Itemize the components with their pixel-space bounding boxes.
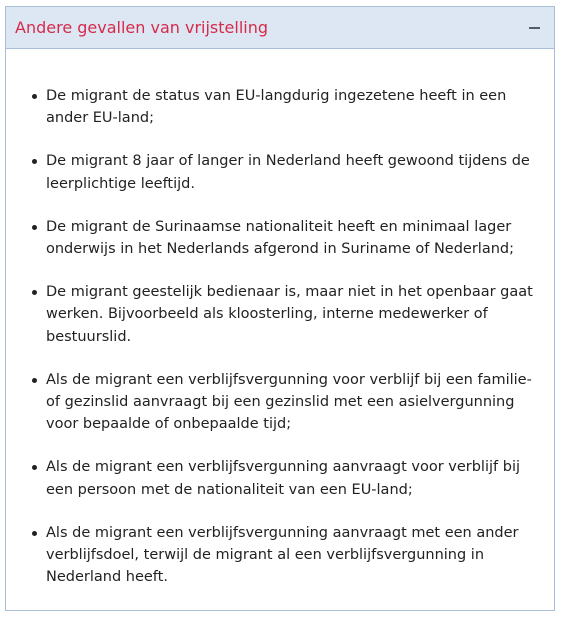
- exemption-list: [22, 85, 540, 588]
- exemption-panel: [5, 6, 555, 611]
- list-item-text: Als de migrant een verblijfsvergunning aanvraagt voor verblijf bij een persoon met de nationaliteit van een EU-land;: [46, 459, 520, 498]
- panel-body: [6, 49, 554, 588]
- list-item-text: Als de migrant een verblijfsvergunning voor verblijf bij een familie- of gezinslid aanvraagt bij een gezinslid met een asielvergunning voor bepaalde of onbepaalde tijd;: [46, 371, 532, 433]
- list-item: [22, 85, 540, 129]
- bullet-icon: [32, 531, 37, 536]
- list-item-text: De migrant 8 jaar of langer in Nederland heeft gewoond tijdens de leerplichtige leeftijd.: [46, 153, 530, 192]
- panel-title: Andere gevallen van vrijstelling: [15, 18, 268, 37]
- list-item: [22, 456, 540, 500]
- minus-icon[interactable]: [529, 27, 540, 29]
- list-item: [22, 281, 540, 348]
- list-item: [22, 150, 540, 194]
- bullet-icon: [32, 290, 37, 295]
- bullet-icon: [32, 225, 37, 230]
- bullet-icon: [32, 159, 37, 164]
- list-item-text: Als de migrant een verblijfsvergunning aanvraagt met een ander verblijfsdoel, terwijl de migrant al een verblijfsvergunning in Nederland heeft.: [46, 524, 519, 586]
- panel-header[interactable]: [6, 7, 554, 49]
- list-item-text: De migrant geestelijk bedienaar is, maar niet in het openbaar gaat werken. Bijvoorbeeld als kloosterling, interne medewerker of bestuurslid.: [46, 284, 533, 345]
- bullet-icon: [32, 465, 37, 470]
- bullet-icon: [32, 378, 37, 383]
- list-item: [22, 216, 540, 260]
- bullet-icon: [32, 94, 37, 99]
- list-item: [22, 522, 540, 589]
- list-item-text: De migrant de status van EU-langdurig ingezetene heeft in een ander EU-land;: [46, 88, 507, 127]
- list-item: [22, 369, 540, 436]
- list-item-text: De migrant de Surinaamse nationaliteit heeft en minimaal lager onderwijs in het Nederlands afgerond in Suriname of Nederland;: [46, 218, 514, 258]
